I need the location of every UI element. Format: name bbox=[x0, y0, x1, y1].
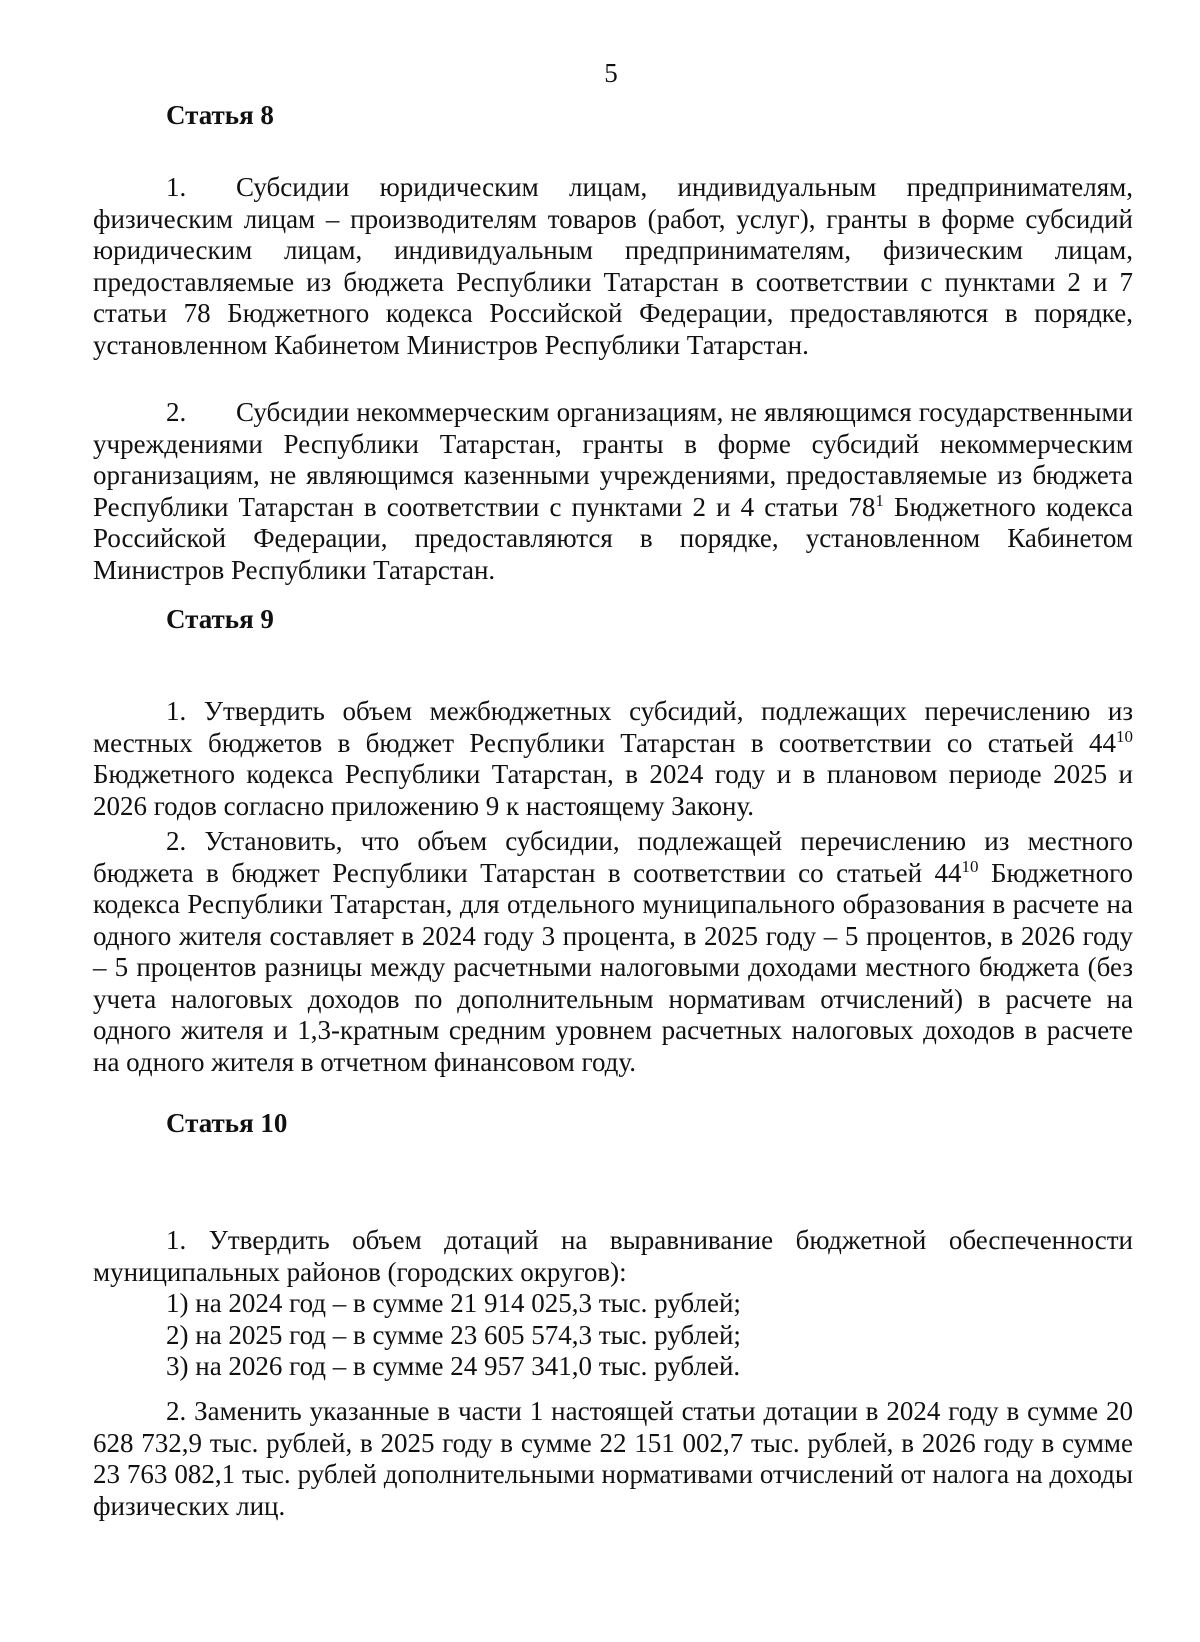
article-10-paragraph-1 bbox=[93, 1225, 1133, 1383]
article-8-heading: Статья 8 bbox=[166, 100, 274, 130]
paragraph-text-continued: Бюджетного кодекса Республики Татарстан, в 2024 году и в плановом периоде 2025 и 2026 годов согласно приложению 9 к настоящему Закону. bbox=[93, 759, 1133, 821]
paragraph-text: 2. Установить, что объем субсидии, подлежащей перечислению из местного бюджета в бюджет Республики Татарстан в соответствии со статьей 44 bbox=[93, 826, 1133, 888]
article-9-heading: Статья 9 bbox=[166, 604, 274, 634]
list-item: 1) на 2024 год – в сумме 21 914 025,3 тыс. рублей; bbox=[166, 1288, 741, 1318]
paragraph-text: 1. Утвердить объем дотаций на выравнивание бюджетной обеспеченности муниципальных районов (городских округов): bbox=[93, 1225, 1133, 1287]
article-9-paragraph-1 bbox=[93, 696, 1133, 822]
superscript: 10 bbox=[961, 856, 979, 876]
paragraph-text: 2. Заменить указанные в части 1 настоящей статьи дотации в 2024 году в сумме 20 628 732,9 тыс. рублей, в 2025 году в сумме 22 151 002,7 тыс. рублей, в 2026 году в сумме 23 763 082,1 тыс. рублей дополнительными нормативами отчислений от налога на доходы физических лиц. bbox=[93, 1396, 1133, 1521]
article-9-paragraph-2 bbox=[93, 826, 1133, 1078]
list-item: 3) на 2026 год – в сумме 24 957 341,0 тыс. рублей. bbox=[166, 1351, 741, 1381]
paragraph-text-continued: Бюджетного кодекса Республики Татарстан, для отдельного муниципального образования в расчете на одного жителя составляет в 2024 году 3 процента, в 2025 году – 5 процентов, в 2026 году – 5 процентов разницы между расчетными налоговыми доходами местного бюджета (без учета налоговых доходов по дополнительным нормативам отчислений) в расчете на одного жителя и 1,3-кратным средним уровнем расчетных налоговых доходов в расчете на одного жителя в отчетном финансовом году. bbox=[93, 857, 1133, 1077]
paragraph-number: 2. bbox=[166, 397, 187, 427]
paragraph-text-continued: Бюджетного кодекса Российской Федерации, предоставляются в порядке, установленном Кабинетом Министров Республики Татарстан. bbox=[93, 491, 1133, 585]
article-10-heading: Статья 10 bbox=[166, 1108, 288, 1138]
paragraph-text: 1. Утвердить объем межбюджетных субсидий, подлежащих перечислению из местных бюджетов в бюджет Республики Татарстан в соответствии со статьей 44 bbox=[93, 696, 1133, 758]
article-8-paragraph-1 bbox=[93, 172, 1133, 361]
superscript: 1 bbox=[875, 490, 884, 510]
paragraph-text: Субсидии некоммерческим организациям, не являющимся государственными учреждениями Республики Татарстан, гранты в форме субсидий некоммерческим организациям, не являющимся казенными учреждениями, предоставляемые из бюджета Республики Татарстан в соответствии с пунктами 2 и 4 статьи 78 bbox=[93, 397, 1133, 522]
paragraph-number: 1. bbox=[166, 172, 187, 202]
article-8-paragraph-2 bbox=[93, 397, 1133, 586]
superscript: 10 bbox=[1116, 726, 1133, 746]
page-number: 5 bbox=[604, 58, 618, 88]
paragraph-text: Субсидии юридическим лицам, индивидуальным предпринимателям, физическим лицам – производителям товаров (работ, услуг), гранты в форме субсидий юридическим лицам, индивидуальным предпринимателям, физическим лицам, предоставляемые из бюджета Республики Татарстан в соответствии с пунктами 2 и 7 статьи 78 Бюджетного кодекса Российской Федерации, предоставляются в порядке, установленном Кабинетом Министров Республики Татарстан. bbox=[93, 172, 1133, 360]
article-10-paragraph-2 bbox=[93, 1396, 1133, 1522]
list-item: 2) на 2025 год – в сумме 23 605 574,3 тыс. рублей; bbox=[166, 1319, 741, 1350]
